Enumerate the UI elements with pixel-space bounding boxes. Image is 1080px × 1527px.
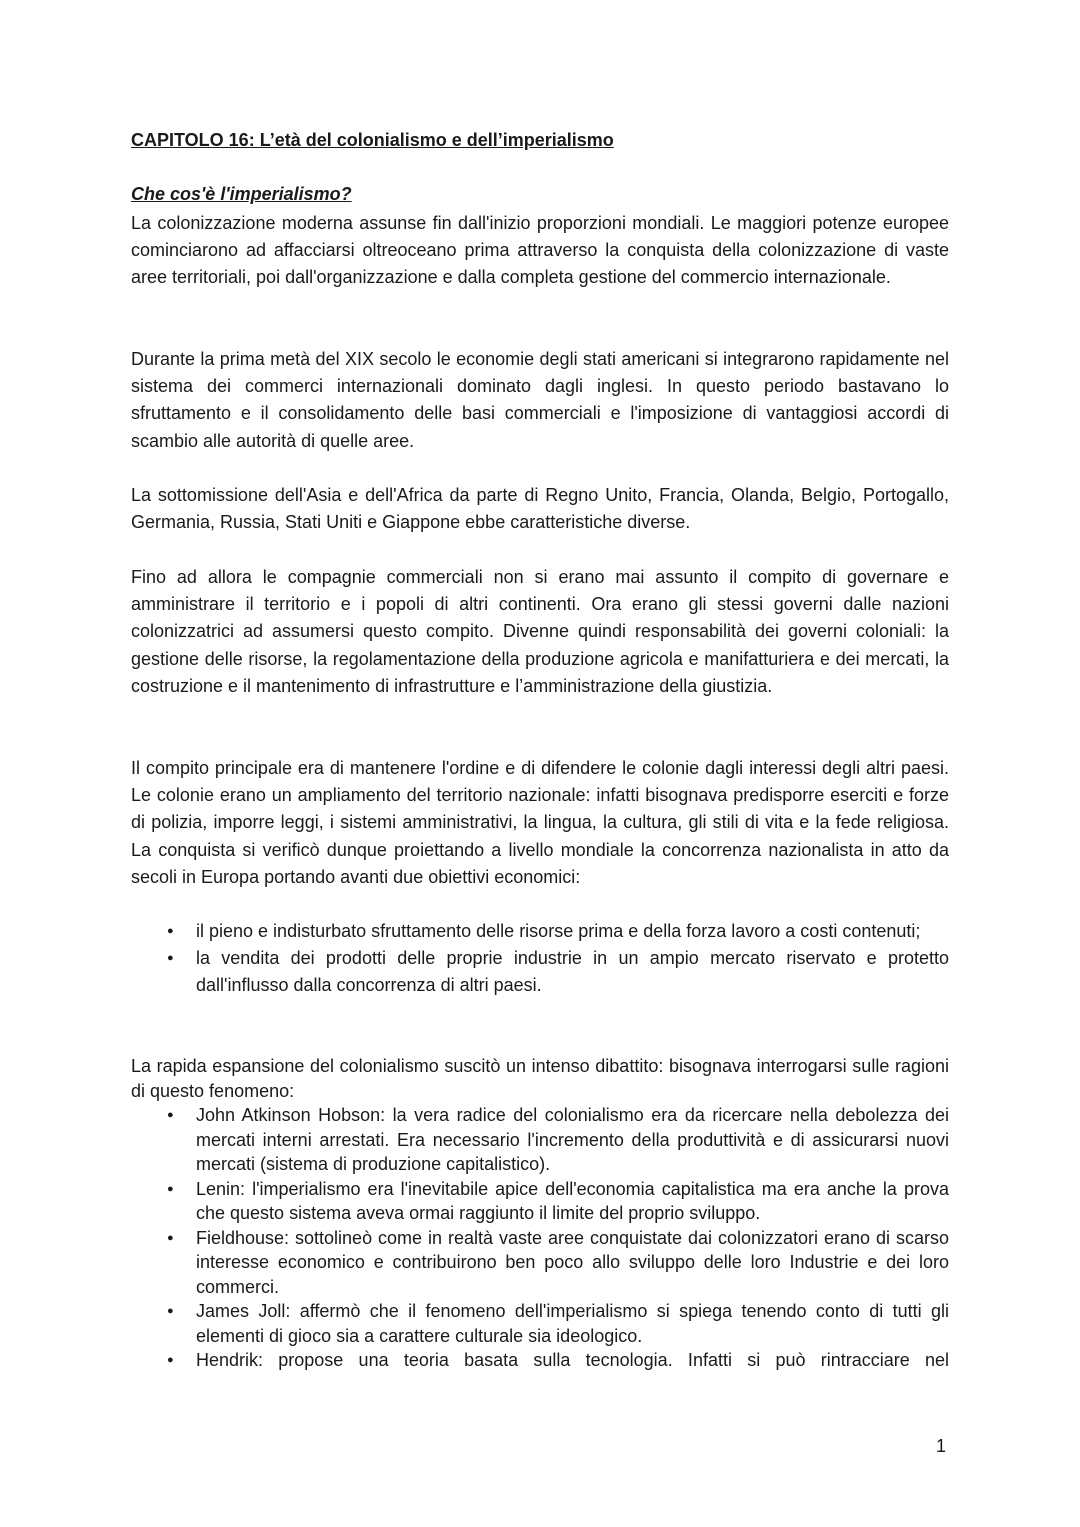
list-item: ● John Atkinson Hobson: la vera radice del colonialismo era da ricercare nella debolezza dei mercati interni arrestati. Era necessario l'incremento della produttività e di assicurarsi nuovi mercati (sistema di produzione capitalistico).: [131, 1103, 949, 1177]
list-item: ● la vendita dei prodotti delle proprie industrie in un ampio mercato riservato e protetto dall'influsso dalla concorrenza di altri paesi.: [131, 945, 949, 999]
page-number: 1: [936, 1436, 947, 1456]
list-item: ● James Joll: affermò che il fenomeno dell'imperialismo si spiega tenendo conto di tutti gli elementi di gioco sia a carattere culturale sia ideologico.: [131, 1299, 949, 1348]
paragraph-1: La colonizzazione moderna assunse fin dall'inizio proporzioni mondiali. Le maggiori potenze europee cominciarono ad affacciarsi oltreoceano prima attraverso la conquista della colonizzazione di vaste aree territoriali, poi dall'organizzazione e dalla completa gestione del commercio internazionale.: [131, 213, 949, 288]
theories-list: [131, 1103, 949, 1373]
section-title: Che cos'è l'imperialismo?: [131, 184, 352, 204]
chapter-title: CAPITOLO 16: L’età del colonialismo e dell’imperialismo: [131, 130, 614, 150]
paragraph-5: Il compito principale era di mantenere l'ordine e di difendere le colonie dagli interessi degli altri paesi. Le colonie erano un ampliamento del territorio nazionale: infatti bisognava predisporre eserciti e forze di polizia, imporre leggi, i sistemi amministrativi, la lingua, la cultura, gli stili di vita e la fede religiosa. La conquista si verificò dunque proiettando a livello mondiale la concorrenza nazionalista in atto da secoli in Europa portando avanti due obiettivi economici:: [131, 758, 949, 887]
list-item: ● il pieno e indisturbato sfruttamento delle risorse prima e della forza lavoro a costi contenuti;: [131, 918, 949, 945]
objectives-list: [131, 918, 949, 1000]
paragraph-6: La rapida espansione del colonialismo suscitò un intenso dibattito: bisognava interrogarsi sulle ragioni di questo fenomeno:: [131, 1056, 949, 1101]
paragraph-3: La sottomissione dell'Asia e dell'Africa da parte di Regno Unito, Francia, Olanda, Belgio, Portogallo, Germania, Russia, Stati Uniti e Giappone ebbe caratteristiche diverse.: [131, 485, 949, 533]
paragraph-2: Durante la prima metà del XIX secolo le economie degli stati americani si integrarono rapidamente nel sistema dei commerci internazionali dominato dagli inglesi. In questo periodo bastavano lo sfruttamento e il consolidamento delle basi commerciali e l'imposizione di vantaggiosi accordi di scambio alle autorità di quelle aree.: [131, 349, 949, 451]
list-item: ● Fieldhouse: sottolineò come in realtà vaste aree conquistate dai colonizzatori erano di scarso interesse economico e contribuirono ben poco allo sviluppo delle loro Industrie e dei loro commerci.: [131, 1226, 949, 1300]
paragraph-4: Fino ad allora le compagnie commerciali non si erano mai assunto il compito di governare e amministrare il territorio e i popoli di altri continenti. Ora erano gli stessi governi dalle nazioni colonizzatrici ad assumersi questo compito. Divenne quindi responsabilità dei governi coloniali: la gestione delle risorse, la regolamentazione della produzione agricola e manifatturiera e dei mercati, la costruzione e il mantenimento di infrastrutture e l’amministrazione della giustizia.: [131, 567, 949, 696]
list-item: ● Hendrik: propose una teoria basata sulla tecnologia. Infatti si può rintracciare nel: [131, 1348, 949, 1373]
list-item: ● Lenin: l'imperialismo era l'inevitabile apice dell'economia capitalistica ma era anche la prova che questo sistema aveva ormai raggiunto il limite del proprio sviluppo.: [131, 1177, 949, 1226]
